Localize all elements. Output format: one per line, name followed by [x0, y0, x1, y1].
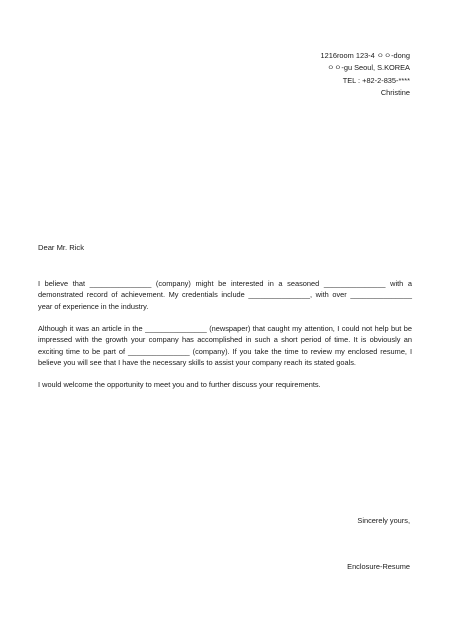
salutation: Dear Mr. Rick: [38, 243, 84, 252]
address-line-city: ㅇㅇ-gu Seoul, S.KOREA: [327, 63, 410, 73]
p2-text-c: (company). If you take the time to review my enclosed resume, I believe you will see that I have the necessary skills to assist your company reach its stated goals.: [38, 346, 412, 368]
blank-field: _______________: [248, 290, 311, 300]
blank-field: _______________: [350, 290, 412, 300]
p2-text-a: Although it was an article in the: [38, 323, 146, 333]
blank-field: _______________: [145, 323, 207, 333]
address-line-phone: TEL : +82-2-835-****: [342, 75, 410, 85]
p1-text-e: year of experience in the industry.: [38, 301, 149, 311]
blank-field: _______________: [89, 279, 152, 288]
letter-body: [38, 278, 412, 401]
enclosure-note: Enclosure-Resume: [347, 562, 410, 571]
closing: Sincerely yours,: [357, 516, 410, 525]
paragraph-2: [38, 323, 412, 369]
blank-field: _______________: [128, 346, 190, 356]
sender-name: Christine: [380, 87, 410, 97]
p1-text-b: (company) might be interested in a seasoned: [151, 279, 324, 288]
p1-text-d: , with over: [310, 290, 351, 300]
address-line-street: 1216room 123-4 ㅇㅇ-dong: [320, 51, 410, 60]
p1-text-a: I believe that: [38, 279, 90, 288]
p2-text-b: (newspaper) that caught my attention, I could not help but be impressed with the growth your company has accomplished in such a short period of time. It is obviously an exciting time to be part of: [38, 323, 412, 356]
paragraph-3: I would welcome the opportunity to meet you and to further discuss your requirements.: [38, 380, 321, 390]
p1-text-c: with a demonstrated record of achievement. My credentials include: [38, 279, 412, 300]
paragraph-1: [38, 278, 412, 312]
sender-address-block: [321, 50, 410, 99]
blank-field: _______________: [323, 279, 386, 288]
